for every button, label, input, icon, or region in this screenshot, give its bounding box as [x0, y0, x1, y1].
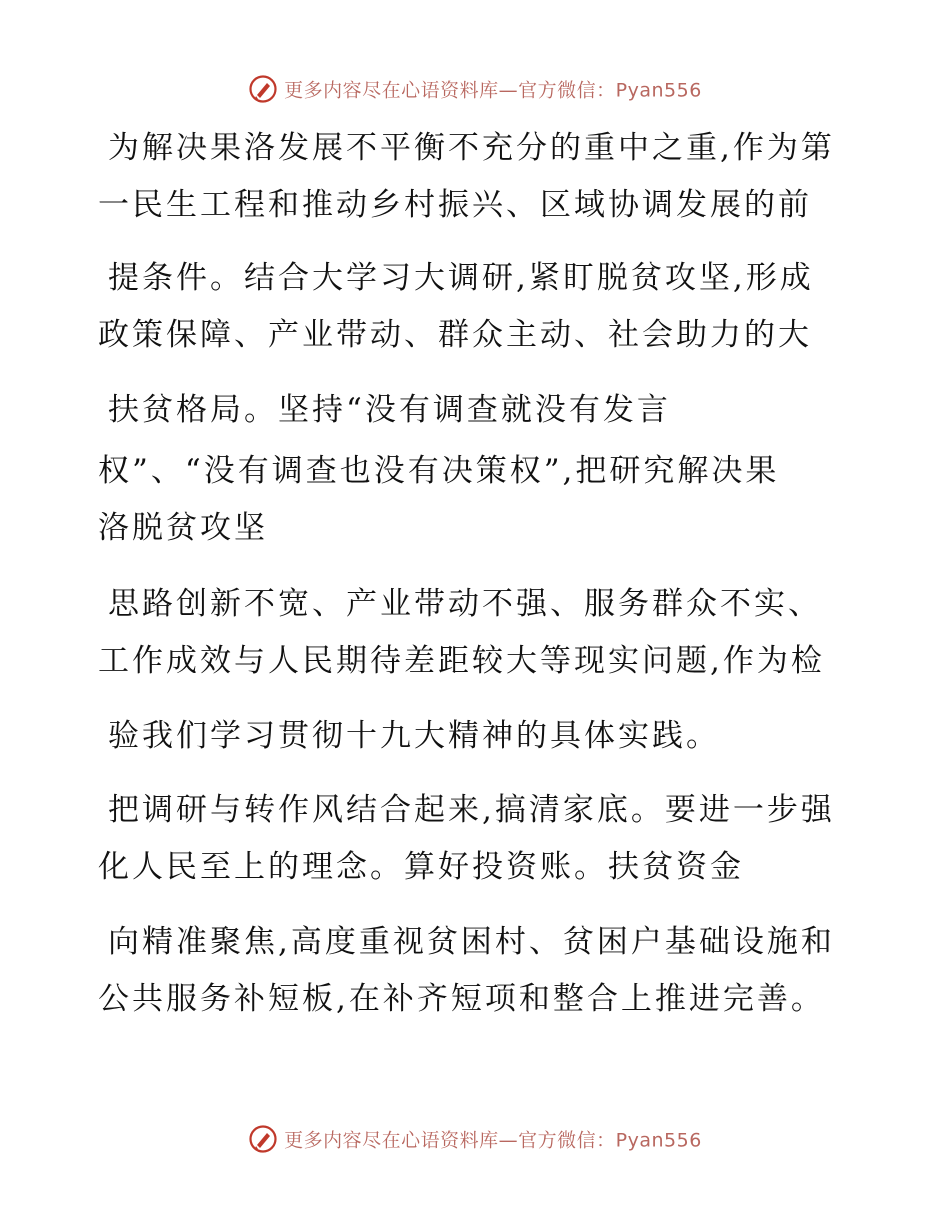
watermark-footer [0, 1124, 950, 1154]
text-line: 化人民至上的理念。算好投资账。扶贫资金 [98, 849, 744, 885]
text-line: 权”、“没有调查也没有决策权”,把研究解决果 [98, 453, 780, 489]
text-line: 工作成效与人民期待差距较大等现实问题,作为检 [98, 643, 825, 679]
pen-logo-icon [248, 74, 278, 104]
text-line: 政策保障、产业带动、群众主动、社会助力的大 [98, 317, 812, 353]
text-line: 洛脱贫攻坚 [98, 510, 268, 546]
text-line: 提条件。结合大学习大调研,紧盯脱贫攻坚,形成 [108, 260, 814, 296]
text-line: 公共服务补短板,在补齐短项和整合上推进完善。 [98, 981, 825, 1017]
text-line: 验我们学习贯彻十九大精神的具体实践。 [108, 718, 720, 754]
text-line: 扶贫格局。坚持“没有调查就没有发言 [108, 392, 671, 428]
watermark-header [0, 74, 950, 104]
text-line: 为解决果洛发展不平衡不充分的重中之重,作为第 [108, 130, 835, 166]
text-line: 一民生工程和推动乡村振兴、区域协调发展的前 [98, 187, 812, 223]
watermark-text: 更多内容尽在心语资料库—官方微信：Pyan556 [284, 1129, 702, 1152]
text-line: 把调研与转作风结合起来,搞清家底。要进一步强 [108, 792, 835, 828]
text-line: 向精准聚焦,高度重视贫困村、贫困户基础设施和 [108, 924, 835, 960]
watermark-text: 更多内容尽在心语资料库—官方微信：Pyan556 [284, 79, 702, 102]
text-line: 思路创新不宽、产业带动不强、服务群众不实、 [108, 586, 822, 622]
pen-logo-icon [248, 1124, 278, 1154]
